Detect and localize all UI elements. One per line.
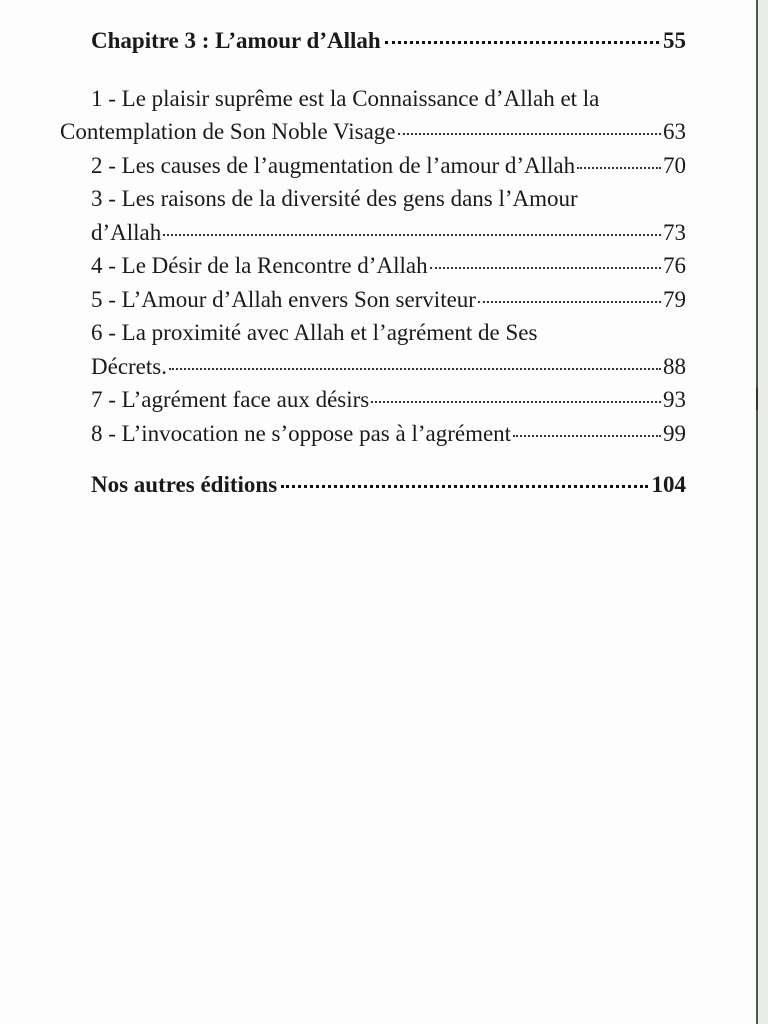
chapter-title: Chapitre 3 : L’amour d’Allah <box>91 28 381 53</box>
dot-leader <box>478 301 661 303</box>
toc-entry-7 <box>60 383 686 417</box>
toc-entry-title: Contemplation de Son Noble Visage <box>60 119 396 144</box>
toc-entry-page-number: 93 <box>663 387 686 412</box>
dot-leader <box>169 368 661 370</box>
page-edge <box>756 0 768 1024</box>
other-editions-row <box>60 468 686 502</box>
toc-entry-1 <box>60 115 686 149</box>
dot-leader <box>371 401 661 403</box>
other-editions-title: Nos autres éditions <box>91 472 278 497</box>
toc-entry-page-number: 99 <box>663 420 686 446</box>
toc-entry-8 <box>60 417 686 451</box>
toc-entry-title: 4 - Le Désir de la Rencontre d’Allah <box>91 253 428 278</box>
chapter-heading-row <box>60 24 686 58</box>
dot-leader <box>281 485 647 488</box>
toc-entry-4 <box>60 249 686 283</box>
toc-entry-page-number: 70 <box>663 152 686 178</box>
dot-leader <box>385 41 659 44</box>
toc-entry-page-number: 63 <box>663 119 686 144</box>
toc-entry-title: 5 - L’Amour d’Allah envers Son serviteur <box>91 286 476 312</box>
toc-entry-page-number: 88 <box>663 353 686 379</box>
toc-entry-title: 8 - L’invocation ne s’oppose pas à l’agrément <box>91 420 512 446</box>
other-editions-page-number: 104 <box>651 472 686 497</box>
toc-entry-3-line-1: 3 - Les raisons de la diversité des gens dans l’Amour <box>91 186 578 211</box>
dot-leader <box>163 234 661 236</box>
table-of-contents <box>60 24 686 502</box>
page-edge-marker <box>756 388 758 410</box>
toc-entry-3 <box>60 216 686 250</box>
toc-entry-title: 7 - L’agrément face aux désirs <box>91 387 370 412</box>
toc-entry-page-number: 76 <box>663 253 686 278</box>
chapter-page-number: 55 <box>663 28 686 53</box>
toc-entry-6-line-1: 6 - La proximité avec Allah et l’agrément de Ses <box>91 320 538 345</box>
toc-entry-5 <box>60 283 686 317</box>
toc-entry-title: d’Allah <box>91 219 162 245</box>
dot-leader <box>398 133 662 135</box>
toc-entry-page-number: 73 <box>663 219 686 245</box>
toc-entry-6 <box>60 350 686 384</box>
dot-leader <box>430 267 661 269</box>
toc-entry-title: Décrets. <box>91 353 167 379</box>
toc-entry-title: 2 - Les causes de l’augmentation de l’amour d’Allah <box>91 152 576 178</box>
dot-leader <box>577 167 661 169</box>
toc-entry-1-line-1: 1 - Le plaisir suprême est la Connaissance d’Allah et la <box>91 85 600 111</box>
dot-leader <box>513 435 661 437</box>
toc-entry-page-number: 79 <box>663 286 686 312</box>
toc-entry-2 <box>60 149 686 183</box>
